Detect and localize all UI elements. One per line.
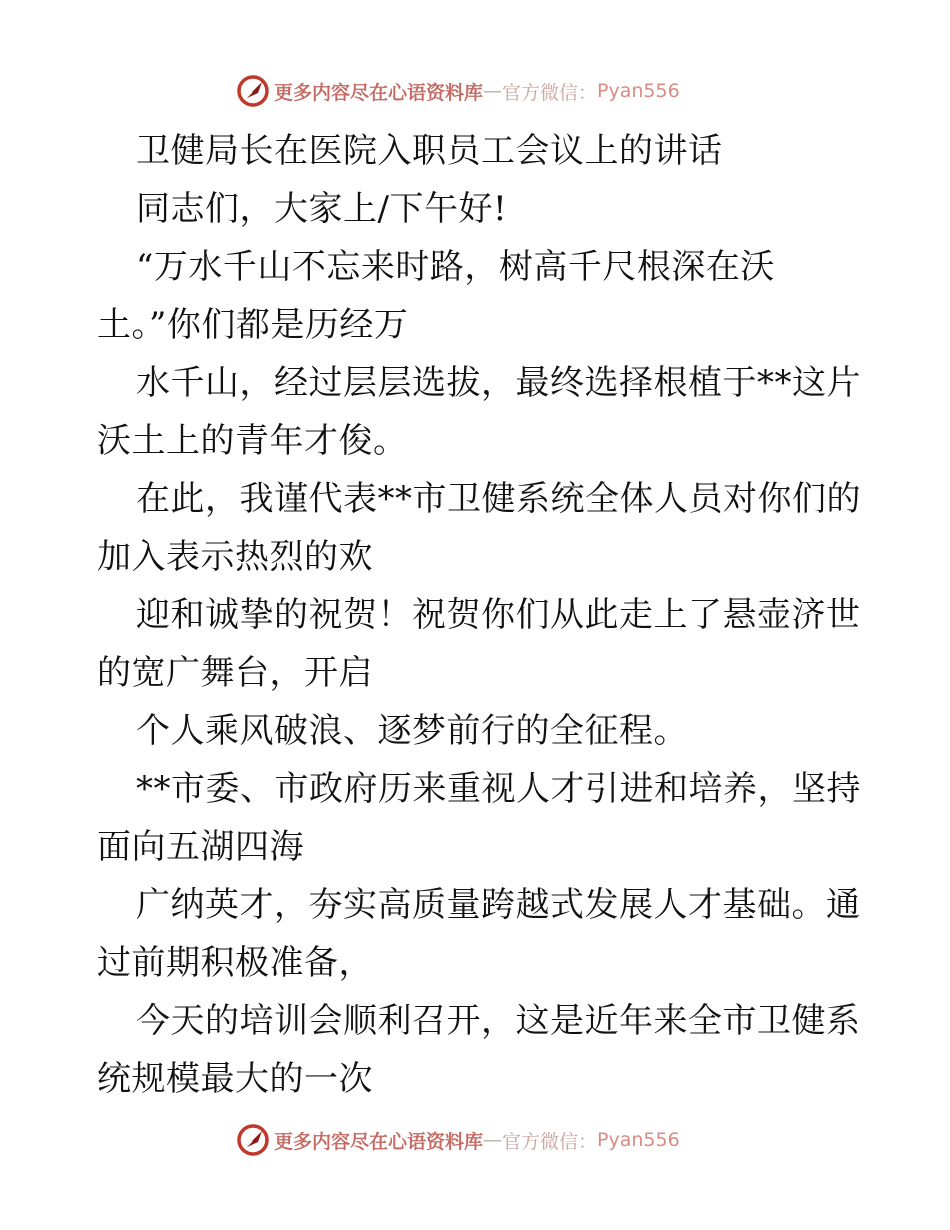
quill-logo-icon — [236, 1123, 270, 1157]
banner-text: 更多内容尽在心语资料库 — [274, 1130, 484, 1153]
text-line: 加入表示热烈的欢 — [97, 537, 373, 577]
text-line: 水千山，经过层层选拔，最终选择根植于**这片 — [136, 363, 861, 403]
document-title: 卫健局长在医院入职员工会议上的讲话 — [136, 131, 723, 171]
banner-wechat-id: Pyan556 — [597, 80, 680, 102]
banner-wechat-label: 官方微信： — [502, 1130, 598, 1153]
banner-dash: — — [483, 80, 503, 102]
text-line: **市委、市政府历来重视人才引进和培养，坚持 — [136, 769, 861, 809]
text-line: 同志们，大家上/下午好! — [136, 189, 508, 229]
text-line: 统规模最大的一次 — [97, 1059, 373, 1099]
banner-wechat-id: Pyan556 — [597, 1129, 680, 1151]
text-line: 沃土上的青年才俊。 — [97, 421, 408, 461]
text-line: 个人乘风破浪、逐梦前行的全征程。 — [136, 711, 688, 751]
text-line: 过前期积极准备， — [97, 943, 373, 983]
text-line: 面向五湖四海 — [97, 827, 304, 867]
text-line: 今天的培训会顺利召开，这是近年来全市卫健系 — [136, 1001, 861, 1041]
text-line: 的宽广舞台，开启 — [97, 653, 373, 693]
text-line: 在此，我谨代表**市卫健系统全体人员对你们的 — [136, 479, 861, 519]
quill-logo-icon — [236, 74, 270, 108]
text-line: 迎和诚挚的祝贺！祝贺你们从此走上了悬壶济世 — [136, 595, 861, 635]
text-line: 土。”你们都是历经万 — [97, 305, 409, 345]
banner-text: 更多内容尽在心语资料库 — [274, 81, 484, 104]
text-line: 广纳英才，夯实高质量跨越式发展人才基础。通 — [136, 885, 861, 925]
text-line: “万水千山不忘来时路，树高千尺根深在沃 — [136, 247, 775, 287]
banner-dash: — — [483, 1129, 503, 1151]
document-body — [97, 122, 861, 1108]
banner-wechat-label: 官方微信： — [502, 81, 598, 104]
header-banner — [236, 74, 680, 108]
footer-banner — [236, 1123, 680, 1157]
